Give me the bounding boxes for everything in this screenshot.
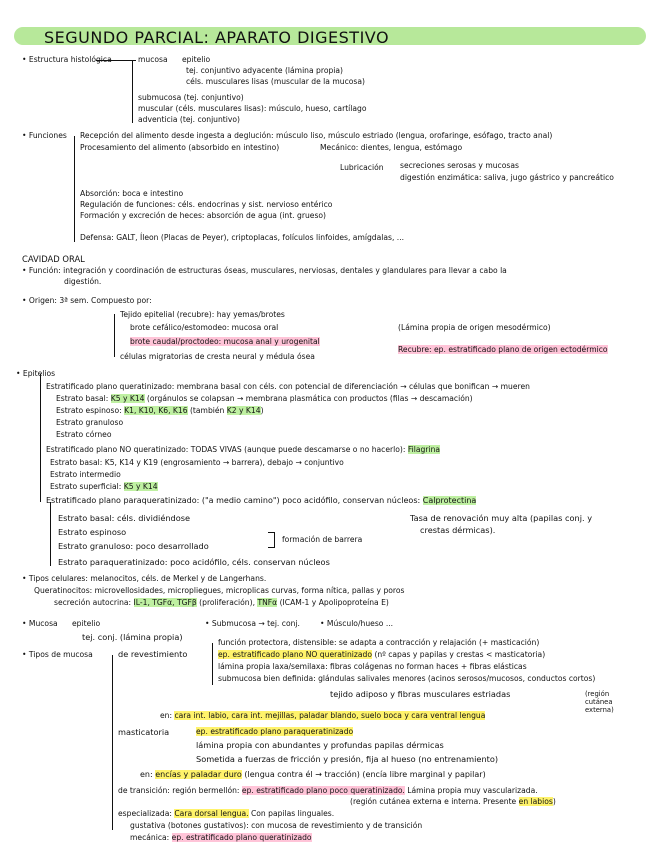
transicion-nota: (región cutánea externa e interna. Presente en labios) (350, 797, 556, 806)
nq-superficial: Estrato superficial: K5 y K14 (50, 482, 158, 491)
mucosa-especializada: especializada: Cara dorsal lengua. Con papilas linguales. (118, 809, 335, 818)
cavidad-funcion: • Función: integración y coordinación de estructuras óseas, musculares, nerviosas, dentales y glandulares para llevar a cabo la (22, 266, 507, 275)
nq-basal: Estrato basal: K5, K14 y K19 (engrosamiento → barrera), debajo → conjuntivo (50, 458, 344, 467)
rev-en: en: cara int. labio, cara int. mejillas, paladar blando, suelo boca y cara ventral lengua (160, 711, 486, 720)
pq-espinoso: Estrato espinoso (58, 527, 127, 537)
eq-granuloso: Estrato granuloso (56, 418, 124, 427)
mast-fuerzas: Sometida a fuerzas de fricción y presión, fija al hueso (no entrenamiento) (196, 754, 499, 764)
esp-mecanica: mecánica: ep. estratificado plano queratinizado (130, 833, 312, 842)
connector (50, 502, 51, 566)
cavidad-tejido-ep: Tejido epitelial (recubre): hay yemas/brotes (120, 310, 285, 319)
funciones-absorcion: Absorción: boca e intestino (80, 189, 184, 198)
mucosa-revestimiento: de revestimiento (118, 649, 188, 659)
rev-tejido-note: (región cutánea externa) (585, 690, 614, 714)
mucosa-submucosa: • Submucosa → tej. conj. (205, 619, 300, 628)
mast-en: en: encías y paladar duro (lengua contra él → tracción) (encía libre marginal y papilar) (140, 770, 486, 779)
mucosa-transicion: de transición: región bermellón: ep. estratificado plano poco queratinizado. Lámina propia muy vascularizada. (118, 786, 538, 795)
nq-intermedio: Estrato intermedio (50, 470, 121, 479)
estructura-submucosa: submucosa (tej. conjuntivo) (138, 93, 244, 102)
funciones-regulacion: Regulación de funciones: céls. endocrinas y sist. nervioso entérico (80, 200, 333, 209)
funciones-recepcion: Recepción del alimento desde ingesta a deglución: músculo liso, músculo estriado (lengua, orofaringe, esófago, tracto anal) (80, 131, 553, 140)
cavidad-celulas: células migratorias de cresta neural y médula ósea (120, 352, 315, 361)
estructura-tejido-conj: tej. conjuntivo adyacente (lámina propia) (186, 66, 344, 75)
estructura-muscular: muscular (céls. musculares lisas): músculo, hueso, cartílago (138, 104, 367, 113)
esp-gustativa: gustativa (botones gustativos): con mucosa de revestimiento y de transición (130, 821, 423, 830)
page-title: SEGUNDO PARCIAL: APARATO DIGESTIVO (44, 28, 390, 47)
pq-tasa: Tasa de renovación muy alta (papilas conj. y (410, 513, 593, 523)
cavidad-brote-cefalico: brote cefálico/estomodeo: mucosa oral (130, 323, 279, 332)
estructura-musc-mucosa: céls. musculares lisas (muscular de la mucosa) (186, 77, 365, 86)
rev-submucosa: submucosa bien definida: glándulas salivales menores (acinos serosos/mucosos, conductos cortos) (218, 674, 596, 683)
funciones-defensa: Defensa: GALT, Íleon (Placas de Peyer), criptoplacas, folículos linfoides, amígdalas, ... (80, 233, 405, 242)
eq-espinoso: Estrato espinoso: K1, K10, K6, K16 (también K2 y K14) (56, 406, 264, 415)
mucosa-epitelio: epitelio (72, 619, 101, 628)
funciones-mecanico: Mecánico: dientes, lengua, estómago (320, 143, 463, 152)
estructura-adventicia: adventicia (tej. conjuntivo) (138, 115, 241, 124)
connector (212, 643, 213, 685)
tipos-mucosa-heading: • Tipos de mucosa (22, 650, 93, 659)
pq-basal: Estrato basal: céls. dividiéndose (58, 513, 191, 523)
estructura-epitelio: epitelio (182, 55, 211, 64)
epitelios-paraqueratinizado: Estratificado plano paraqueratinizado: ("a medio camino") poco acidófilo, conservan núcleos: Calprotectina (46, 496, 477, 505)
connector (132, 60, 133, 123)
rev-lamina: lámina propia laxa/semilaxa: fibras colágenas no forman haces + fibras elásticas (218, 662, 527, 671)
cavidad-heading: CAVIDAD ORAL (22, 254, 85, 264)
mucosa-musculo: • Músculo/hueso ... (320, 619, 394, 628)
funciones-heading: • Funciones (22, 131, 67, 140)
funciones-secreciones: secreciones serosas y mucosas (400, 161, 519, 170)
pq-paraqueratinizado: Estrato paraqueratinizado: poco acidófilo, céls. conservan núcleos (58, 557, 330, 567)
connector (40, 374, 41, 502)
connector (114, 314, 115, 357)
epitelios-queratinizado: Estratificado plano queratinizado: membrana basal con céls. con potencial de diferenciación → células que bonifican → mueren (46, 382, 530, 391)
pq-barrera: formación de barrera (282, 535, 363, 544)
cavidad-lamina-note: (Lámina propia de origen mesodérmico) (398, 323, 551, 332)
funciones-lubricacion: Lubricación (340, 163, 384, 172)
funciones-procesamiento: Procesamiento del alimento (absorbido en intestino) (80, 143, 280, 152)
funciones-formacion: Formación y excreción de heces: absorción de agua (int. grueso) (80, 211, 327, 220)
eq-basal: Estrato basal: K5 y K14 (orgánulos se colapsan → membrana plasmática con productos (filas → descamación) (56, 394, 473, 403)
eq-corneo: Estrato córneo (56, 430, 112, 439)
cavidad-origen: • Origen: 3ª sem. Compuesto por: (22, 296, 152, 305)
connector (96, 60, 136, 61)
epitelios-no-queratinizado: Estratificado plano NO queratinizado: TODAS VIVAS (aunque puede descamarse o no hacerlo): Filagrina (46, 445, 441, 454)
mucosa-masticatoria: masticatoria (118, 727, 170, 737)
connector (112, 655, 113, 830)
cavidad-funcion-2: digestión. (64, 277, 102, 286)
estructura-heading: • Estructura histológica (22, 55, 112, 64)
mucosa-heading: • Mucosa (22, 619, 58, 628)
bracket (268, 532, 275, 548)
pq-granuloso: Estrato granuloso: poco desarrollado (58, 541, 209, 551)
cavidad-brote-caudal: brote caudal/proctodeo: mucosa anal y urogenital (130, 337, 320, 346)
secrecion-autocrina: secreción autocrina: IL-1, TGFα, TGFβ (proliferación), TNFα (ICAM-1 y Apolipoproteína E) (54, 598, 389, 607)
connector (74, 136, 75, 242)
funciones-digestion: digestión enzimática: saliva, jugo gástrico y pancreático (400, 173, 614, 182)
estructura-mucosa: mucosa (138, 55, 168, 64)
mast-lamina: lámina propia con abundantes y profundas papilas dérmicas (196, 740, 444, 750)
tipos-celulares-heading: • Tipos celulares: melanocitos, céls. de Merkel y de Langerhans. (22, 574, 267, 583)
pq-tasa-2: crestas dérmicas). (420, 525, 496, 535)
queratinocitos: Queratinocitos: microvellosidades, micropliegues, microplicas curvas, forma nítica, pallas y poros (34, 586, 405, 595)
mast-epitelio: ep. estratificado plano paraqueratinizado (196, 727, 354, 736)
epitelios-heading: • Epitelios (16, 369, 56, 378)
mucosa-tej-conj: tej. conj. (lámina propia) (82, 632, 183, 642)
cavidad-recubre-note: Recubre: ep. estratificado plano de origen ectodérmico (398, 345, 608, 354)
rev-funcion: función protectora, distensible: se adapta a contracción y relajación (+ masticación) (218, 638, 540, 647)
rev-epitelio: ep. estratificado plano NO queratinizado (nº capas y papilas y crestas < masticatoria) (218, 650, 546, 659)
rev-tejido: tejido adiposo y fibras musculares estriadas (330, 689, 511, 699)
